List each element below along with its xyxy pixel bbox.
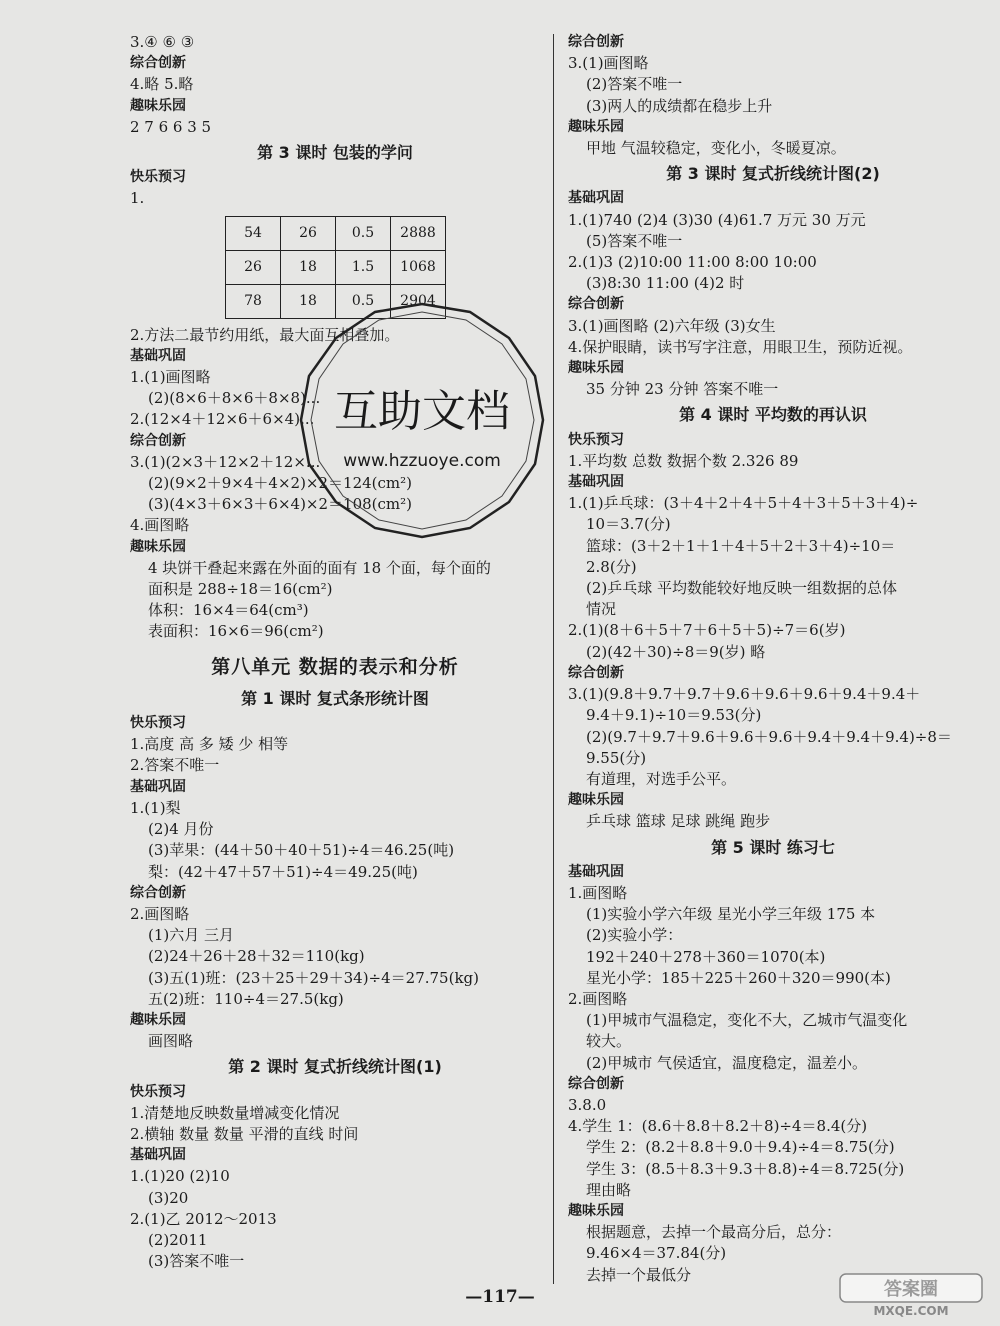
answer-line: 4.略 5.略 <box>130 75 194 94</box>
left-column <box>130 32 540 1272</box>
section-label: 基础巩固 <box>130 778 186 795</box>
section-label: 综合创新 <box>568 1075 624 1092</box>
table-cell: 0.5 <box>336 216 391 250</box>
answer-line: 1.清楚地反映数量增减变化情况 <box>130 1103 340 1122</box>
lesson-heading: 第 5 课时 练习七 <box>711 837 835 857</box>
answer-line: 面积是 288÷18＝16(cm²) <box>148 580 333 599</box>
answer-line: (2)(8×6＋8×6＋8×8)... <box>148 389 321 408</box>
answer-line: 1.高度 高 多 矮 少 相等 <box>130 735 289 754</box>
watermark-url: www.hzzuoye.com <box>343 451 501 471</box>
answer-line: (3)答案不唯一 <box>148 1252 245 1271</box>
section-label: 基础巩固 <box>568 474 624 491</box>
answer-line: 1.(1)画图略 <box>130 368 211 387</box>
answer-line: 35 分钟 23 分钟 答案不唯一 <box>586 380 779 399</box>
answer-line: (1)甲城市气温稳定，变化不大，乙城市气温变化 <box>586 1011 908 1030</box>
answer-line: 2.(1)乙 2012～2013 <box>130 1209 277 1228</box>
section-label: 趣味乐园 <box>568 118 624 135</box>
table-row <box>226 216 446 250</box>
table-cell: 18 <box>281 284 336 318</box>
answer-line: 2.(12×4＋12×6＋6×4)... <box>130 410 315 429</box>
watermark-title: 互助文档 <box>334 386 510 437</box>
answer-line: 2.方法二最节约用纸，最大面互相叠加。 <box>130 325 400 344</box>
answer-line: 甲地 气温较稳定，变化小，冬暖夏凉。 <box>586 139 846 158</box>
answer-line: (5)答案不唯一 <box>586 231 683 250</box>
answer-line: (3)(4×3＋6×3＋6×4)×2＝108(cm²) <box>148 495 413 514</box>
section-label: 趣味乐园 <box>130 97 186 114</box>
table-cell: 26 <box>226 250 281 284</box>
section-label: 基础巩固 <box>568 863 624 880</box>
answer-line: (2)4 月份 <box>148 820 214 839</box>
answer-line: 9.4＋9.1)÷10＝9.53(分) <box>586 706 762 725</box>
answer-line: 1.(1)梨 <box>130 798 181 817</box>
corner-logo-text: MXQE.COM <box>873 1304 949 1318</box>
right-column <box>568 32 978 1286</box>
section-label: 趣味乐园 <box>130 538 186 555</box>
lesson-heading: 第 2 课时 复式折线统计图(1) <box>228 1057 442 1077</box>
answer-line: 1.画图略 <box>568 883 628 902</box>
corner-logo <box>836 1270 986 1320</box>
answer-line: 2.8(分) <box>586 557 637 576</box>
answer-line: 体积：16×4＝64(cm³) <box>148 601 309 620</box>
section-label: 趣味乐园 <box>568 1202 624 1219</box>
answer-line: 2.(1)(8＋6＋5＋7＋6＋5＋5)÷7＝6(岁) <box>568 621 846 640</box>
answer-line: 较大。 <box>586 1032 632 1051</box>
unit-heading: 第八单元 数据的表示和分析 <box>211 655 459 678</box>
section-label: 快乐预习 <box>130 715 186 732</box>
section-label: 综合创新 <box>568 664 624 681</box>
section-label: 综合创新 <box>130 55 186 72</box>
answer-line: 3.(1)画图略 (2)六年级 (3)女生 <box>568 316 776 335</box>
answer-line: (2)2011 <box>148 1230 208 1249</box>
watermark-stamp <box>295 298 550 543</box>
answer-line: 篮球：(3＋2＋1＋1＋4＋5＋2＋3＋4)÷10＝ <box>586 536 896 555</box>
section-label: 趣味乐园 <box>130 1011 186 1028</box>
table-cell: 18 <box>281 250 336 284</box>
section-label: 趣味乐园 <box>568 792 624 809</box>
answer-line: 3.④ ⑥ ③ <box>130 33 195 51</box>
answer-line: 4.保护眼睛，读书写字注意，用眼卫生，预防近视。 <box>568 337 913 356</box>
answer-line: 192＋240＋278＋360＝1070(本) <box>586 947 826 966</box>
table-cell: 26 <box>281 216 336 250</box>
answer-line: 2.画图略 <box>130 904 190 923</box>
answer-line: 有道理，对选手公平。 <box>586 769 737 788</box>
answer-line: 2 7 6 6 3 5 <box>130 117 212 136</box>
answer-line: (2)答案不唯一 <box>586 75 683 94</box>
corner-logo-mark: 答案圈 <box>884 1279 938 1300</box>
answer-line: 1. <box>130 189 145 208</box>
answer-line: 1.(1)20 (2)10 <box>130 1167 230 1186</box>
section-label: 快乐预习 <box>568 431 624 448</box>
answer-line: (2)(9.7＋9.7＋9.6＋9.6＋9.6＋9.4＋9.4＋9.4)÷8＝ <box>586 727 952 746</box>
lesson-heading: 第 4 课时 平均数的再认识 <box>679 405 867 425</box>
answer-line: (3)20 <box>148 1188 189 1207</box>
table-cell: 0.5 <box>336 284 391 318</box>
answer-line: 梨：(42＋47＋57＋51)÷4＝49.25(吨) <box>148 862 418 881</box>
section-label: 综合创新 <box>130 432 186 449</box>
answer-line: 去掉一个最低分 <box>586 1265 692 1284</box>
answer-line: 乒乓球 篮球 足球 跳绳 跑步 <box>586 812 771 831</box>
answer-line: 3.8.0 <box>568 1095 607 1114</box>
answer-line: (2)乒乓球 平均数能较好地反映一组数据的总体 <box>586 579 898 598</box>
answer-line: (2)24＋26＋28＋32＝110(kg) <box>148 947 365 966</box>
answer-line: (3)8:30 11:00 (4)2 时 <box>586 274 745 293</box>
answer-line: 学生 3：(8.5＋8.3＋9.3＋8.8)÷4＝8.725(分) <box>586 1159 905 1178</box>
table-cell: 78 <box>226 284 281 318</box>
section-label: 趣味乐园 <box>568 360 624 377</box>
answer-line: 4 块饼干叠起来露在外面的面有 18 个面，每个面的 <box>148 558 491 577</box>
table-cell: 54 <box>226 216 281 250</box>
answer-line: 学生 2：(8.2＋8.8＋9.0＋9.4)÷4＝8.75(分) <box>586 1138 895 1157</box>
table-row <box>226 250 446 284</box>
section-label: 综合创新 <box>568 296 624 313</box>
answer-line: 4.画图略 <box>130 516 190 535</box>
section-label: 综合创新 <box>130 884 186 901</box>
section-label: 快乐预习 <box>130 1083 186 1100</box>
answer-line: 理由略 <box>586 1180 632 1199</box>
answer-line: 4.学生 1：(8.6＋8.8＋8.2＋8)÷4＝8.4(分) <box>568 1117 868 1136</box>
answer-line: 根据题意，去掉一个最高分后，总分： <box>586 1223 842 1242</box>
answer-line: 情况 <box>586 600 617 619</box>
answer-line: 3.(1)(9.8＋9.7＋9.7＋9.6＋9.6＋9.6＋9.4＋9.4＋ <box>568 685 921 704</box>
lesson-heading: 第 3 课时 复式折线统计图(2) <box>666 164 880 184</box>
answer-line: (1)实验小学六年级 星光小学三年级 175 本 <box>586 905 876 924</box>
answer-line: 1.平均数 总数 数据个数 2.326 89 <box>568 451 799 470</box>
answer-line: 1.(1)乒乓球：(3＋4＋2＋4＋5＋4＋3＋5＋3＋4)÷ <box>568 494 919 513</box>
page-number: —117— <box>465 1287 535 1307</box>
column-divider <box>553 34 554 1284</box>
section-label: 综合创新 <box>568 34 624 50</box>
table-cell: 2904 <box>391 284 446 318</box>
answer-line: 9.46×4＝37.84(分) <box>586 1244 727 1263</box>
section-label: 基础巩固 <box>130 347 186 364</box>
answer-line: 画图略 <box>148 1032 194 1051</box>
answer-line: 1.(1)740 (2)4 (3)30 (4)61.7 万元 30 万元 <box>568 210 866 229</box>
answer-line: 2.(1)3 (2)10:00 11:00 8:00 10:00 <box>568 253 817 272</box>
answer-line: (2)甲城市 气侯适宜，温度稳定，温差小。 <box>586 1053 868 1072</box>
answer-line: (2)(9×2＋9×4＋4×2)×2＝124(cm²) <box>148 474 413 493</box>
answer-line: (2)(42＋30)÷8＝9(岁) 略 <box>586 642 766 661</box>
answer-line: 2.答案不唯一 <box>130 756 220 775</box>
section-label: 基础巩固 <box>568 190 624 207</box>
answer-line: 五(2)班：110÷4＝27.5(kg) <box>148 989 344 1008</box>
answer-line: (2)实验小学： <box>586 926 683 945</box>
answer-line: 2.画图略 <box>568 989 628 1008</box>
section-label: 基础巩固 <box>130 1147 186 1164</box>
answer-line: (3)两人的成绩都在稳步上升 <box>586 96 773 115</box>
answer-line: 星光小学：185＋225＋260＋320＝990(本) <box>586 968 891 987</box>
answer-line: 3.(1)画图略 <box>568 54 649 73</box>
answer-line: (3)苹果：(44＋50＋40＋51)÷4＝46.25(吨) <box>148 841 455 860</box>
answer-line: 2.横轴 数量 数量 平滑的直线 时间 <box>130 1124 359 1143</box>
answer-line: 9.55(分) <box>586 748 647 767</box>
answer-line: 表面积：16×6＝96(cm²) <box>148 622 324 641</box>
answer-line: 3.(1)(2×3＋12×2＋12×... <box>130 452 321 471</box>
table-cell: 2888 <box>391 216 446 250</box>
lesson-heading: 第 3 课时 包装的学问 <box>257 143 413 163</box>
answer-line: 10＝3.7(分) <box>586 515 671 534</box>
answer-line: (1)六月 三月 <box>148 926 235 945</box>
section-label: 快乐预习 <box>130 169 186 186</box>
answer-line: (3)五(1)班：(23＋25＋29＋34)÷4＝27.75(kg) <box>148 968 479 987</box>
table-cell: 1.5 <box>336 250 391 284</box>
lesson-heading: 第 1 课时 复式条形统计图 <box>241 688 429 708</box>
table-cell: 1068 <box>391 250 446 284</box>
